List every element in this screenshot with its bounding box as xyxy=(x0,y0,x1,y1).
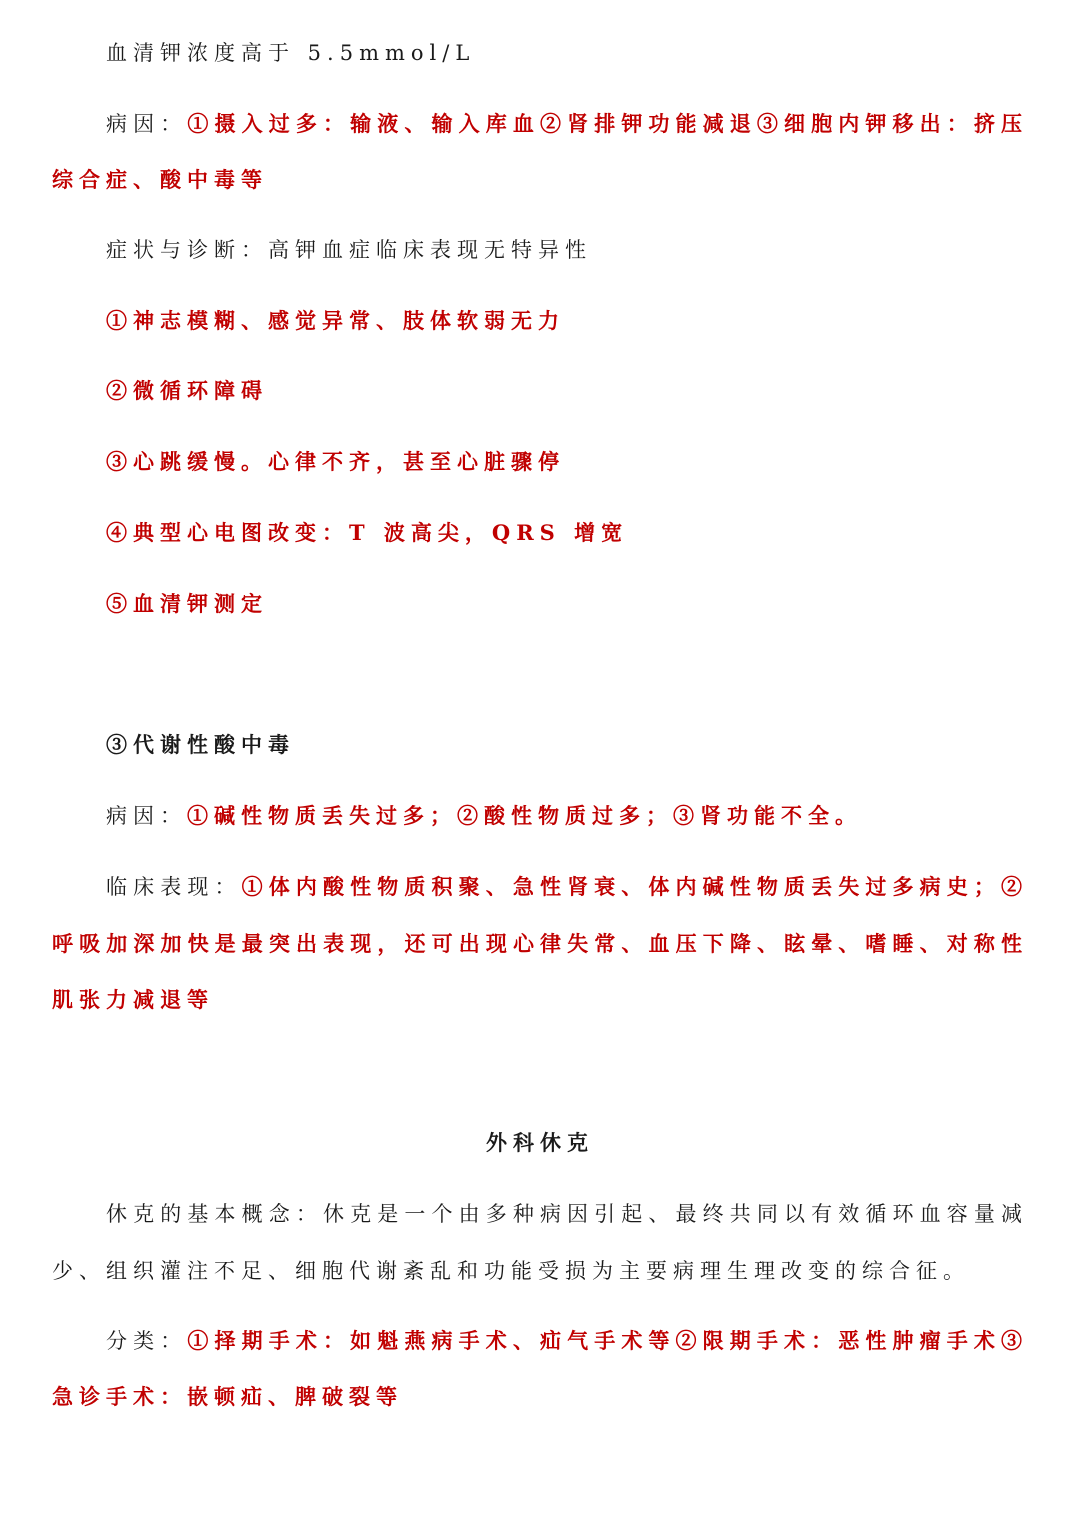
acidosis-cause-label: 病因： xyxy=(106,804,187,828)
cause-label: 病因： xyxy=(106,112,188,136)
symptom-intro: 症状与诊断：高钾血症临床表现无特异性 xyxy=(106,238,592,262)
acidosis-clinical-line-2: 呼吸加深加快是最突出表现，还可出现心律失常、血压下降、眩晕、嗜睡、对称性 xyxy=(52,931,1028,956)
hyperkalemia-cause-line-2: 综合症、酸中毒等 xyxy=(52,167,268,192)
acidosis-cause xyxy=(106,801,1080,831)
classify-text: ①择期手术：如魁燕病手术、疝气手术等②限期手术：恶性肿瘤手术③ xyxy=(187,1328,1029,1353)
symptom-item: ③心跳缓慢。心律不齐，甚至心脏骤停 xyxy=(106,449,565,474)
symptom-item: ⑤血清钾测定 xyxy=(106,591,268,616)
acidosis-clinical-line-1 xyxy=(106,872,1028,902)
shock-concept-line-1: 休克的基本概念：休克是一个由多种病因引起、最终共同以有效循环血容量减 xyxy=(106,1202,1028,1226)
shock-concept-line-2: 少、组织灌注不足、细胞代谢紊乱和功能受损为主要病理生理改变的综合征。 xyxy=(52,1259,970,1283)
clinical-text: ①体内酸性物质积聚、急性肾衰、体内碱性物质丢失过多病史；② xyxy=(241,874,1029,899)
acidosis-cause-text: ①碱性物质丢失过多；②酸性物质过多；③肾功能不全。 xyxy=(187,803,862,828)
hyperkalemia-cause-line-1 xyxy=(106,109,1028,139)
clinical-label: 临床表现： xyxy=(106,875,242,899)
section-title: 外科休克 xyxy=(486,1130,594,1155)
hyperkalemia-definition: 血清钾浓度高于 5.5mmol/L xyxy=(106,41,476,65)
symptom-item: ②微循环障碍 xyxy=(106,378,268,403)
classify-label: 分类： xyxy=(106,1329,188,1353)
acidosis-heading: ③代谢性酸中毒 xyxy=(106,732,295,757)
acidosis-clinical-line-3: 肌张力减退等 xyxy=(52,987,214,1012)
cause-text: ①摄入过多：输液、输入库血②肾排钾功能减退③细胞内钾移出：挤压 xyxy=(187,111,1029,136)
shock-classify-line-2: 急诊手术：嵌顿疝、脾破裂等 xyxy=(52,1384,403,1409)
symptom-item: ④典型心电图改变：T 波高尖，QRS 增宽 xyxy=(106,520,629,545)
symptom-item: ①神志模糊、感觉异常、肢体软弱无力 xyxy=(106,308,565,333)
shock-classify-line-1 xyxy=(106,1326,1028,1356)
